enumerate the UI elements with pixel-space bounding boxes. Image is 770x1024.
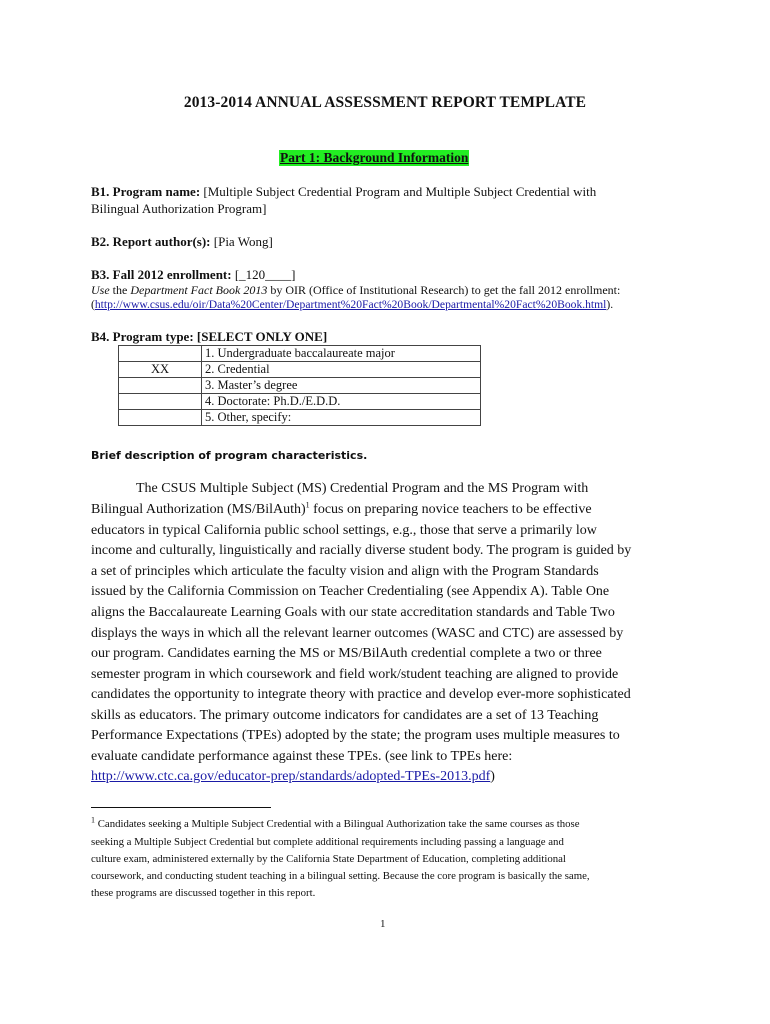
b2-value: [Pia Wong]: [210, 234, 273, 249]
b1-value-line1: [Multiple Subject Credential Program and Multiple Subject Credential with: [200, 184, 597, 199]
b3-note: [91, 283, 620, 298]
report-title: 2013-2014 ANNUAL ASSESSMENT REPORT TEMPLATE: [183, 94, 587, 111]
body-line: candidates the opportunity to integrate theory with practice and develop ever-more sophisticated: [91, 687, 631, 702]
footnote-divider: [91, 807, 271, 808]
footnote-line: coursework, and conducting student teaching in a bilingual setting. Because the core program is basically the same,: [91, 870, 590, 882]
body-text: focus on preparing novice teachers to be effective: [309, 502, 592, 517]
b2-label: B2. Report author(s):: [91, 234, 211, 249]
option-label: 1. Undergraduate baccalaureate major: [202, 346, 481, 362]
footnote-text: Candidates seeking a Multiple Subject Credential with a Bilingual Authorization take the same courses as those: [95, 818, 580, 830]
body-line: income and culturally, linguistically and racially diverse student body. The program is guided by: [91, 543, 632, 558]
part1-heading: Part 1: Background Information: [280, 150, 469, 165]
table-row[interactable]: [119, 362, 481, 378]
body-line: The CSUS Multiple Subject (MS) Credential Program and the MS Program with: [136, 481, 589, 496]
table-row[interactable]: [119, 410, 481, 426]
b3-note-book: Department Fact Book 2013: [130, 283, 268, 297]
body-line: evaluate candidate performance against these TPEs. (see link to TPEs here:: [91, 749, 513, 764]
table-row[interactable]: [119, 346, 481, 362]
body-line: a set of principles which articulate the faculty vision and align with the Program Standards: [91, 564, 599, 579]
footnote-line: [91, 815, 580, 830]
fact-book-link[interactable]: http://www.csus.edu/oir/Data%20Center/Department%20Fact%20Book/Departmental%20Fact%20Book.html: [94, 298, 607, 311]
body-line: [91, 769, 495, 785]
footnote-ref[interactable]: 1: [305, 500, 310, 510]
b1-program-name: [91, 184, 596, 200]
b1-label: B1. Program name:: [91, 184, 201, 199]
b3-note-the: the: [109, 283, 131, 297]
body-text: Bilingual Authorization (MS/BilAuth): [91, 502, 306, 517]
b3-link-line: [91, 298, 613, 311]
page-number: 1: [380, 918, 386, 930]
program-type-table: [118, 345, 481, 426]
b4-label: B4. Program type: [SELECT ONLY ONE]: [91, 329, 328, 344]
body-line: semester program in which coursework and field work/student teaching are aligned to provide: [91, 667, 619, 682]
b3-enrollment: [91, 267, 296, 283]
b3-note-rest: by OIR (Office of Institutional Research) to get the fall 2012 enrollment:: [267, 283, 621, 297]
selection-cell[interactable]: [119, 378, 202, 394]
body-line: [91, 502, 592, 518]
tpe-link[interactable]: http://www.ctc.ca.gov/educator-prep/standards/adopted-TPEs-2013.pdf: [91, 769, 491, 784]
option-label: 4. Doctorate: Ph.D./E.D.D.: [202, 394, 481, 410]
b2-report-author: [91, 234, 273, 250]
selection-cell[interactable]: [119, 410, 202, 426]
selection-cell[interactable]: XX: [119, 362, 202, 378]
body-text: ): [490, 769, 495, 784]
b3-note-use: Use: [91, 283, 110, 297]
option-label: 5. Other, specify:: [202, 410, 481, 426]
table-row[interactable]: [119, 394, 481, 410]
footnote-line: these programs are discussed together in this report.: [91, 887, 316, 899]
selection-cell[interactable]: [119, 346, 202, 362]
brief-description-heading: Brief description of program characteristics.: [91, 449, 368, 462]
option-label: 2. Credential: [202, 362, 481, 378]
body-line: Performance Expectations (TPEs) adopted by the state; the program uses multiple measures to: [91, 728, 620, 743]
b3-link-close: ).: [606, 298, 614, 311]
footnote-line: seeking a Multiple Subject Credential but complete additional requirements including passing a language and: [91, 836, 564, 848]
body-line: displays the ways in which all the relevant learner outcomes (WASC and CTC) are assessed by: [91, 626, 624, 641]
table-row[interactable]: [119, 378, 481, 394]
selection-cell[interactable]: [119, 394, 202, 410]
b3-label: B3. Fall 2012 enrollment:: [91, 267, 232, 282]
b3-link-open: (: [91, 298, 95, 311]
footnote-line: culture exam, administered externally by the California State Department of Education, completing additional: [91, 853, 566, 865]
option-label: 3. Master’s degree: [202, 378, 481, 394]
body-line: educators in typical California public school settings, e.g., those that serve a primarily low: [91, 523, 597, 538]
body-line: skills as educators. The primary outcome indicators for candidates are a set of 13 Teaching: [91, 708, 599, 723]
b3-value: [_120____]: [231, 267, 296, 282]
b1-value-line2: Bilingual Authorization Program]: [91, 201, 267, 216]
body-line: issued by the California Commission on Teacher Credentialing (see Appendix A). Table One: [91, 584, 610, 599]
body-line: our program. Candidates earning the MS or MS/BilAuth credential complete a two or three: [91, 646, 602, 661]
footnote-marker: 1: [91, 815, 95, 825]
body-line: aligns the Baccalaureate Learning Goals with our state accreditation standards and Table Two: [91, 605, 615, 620]
